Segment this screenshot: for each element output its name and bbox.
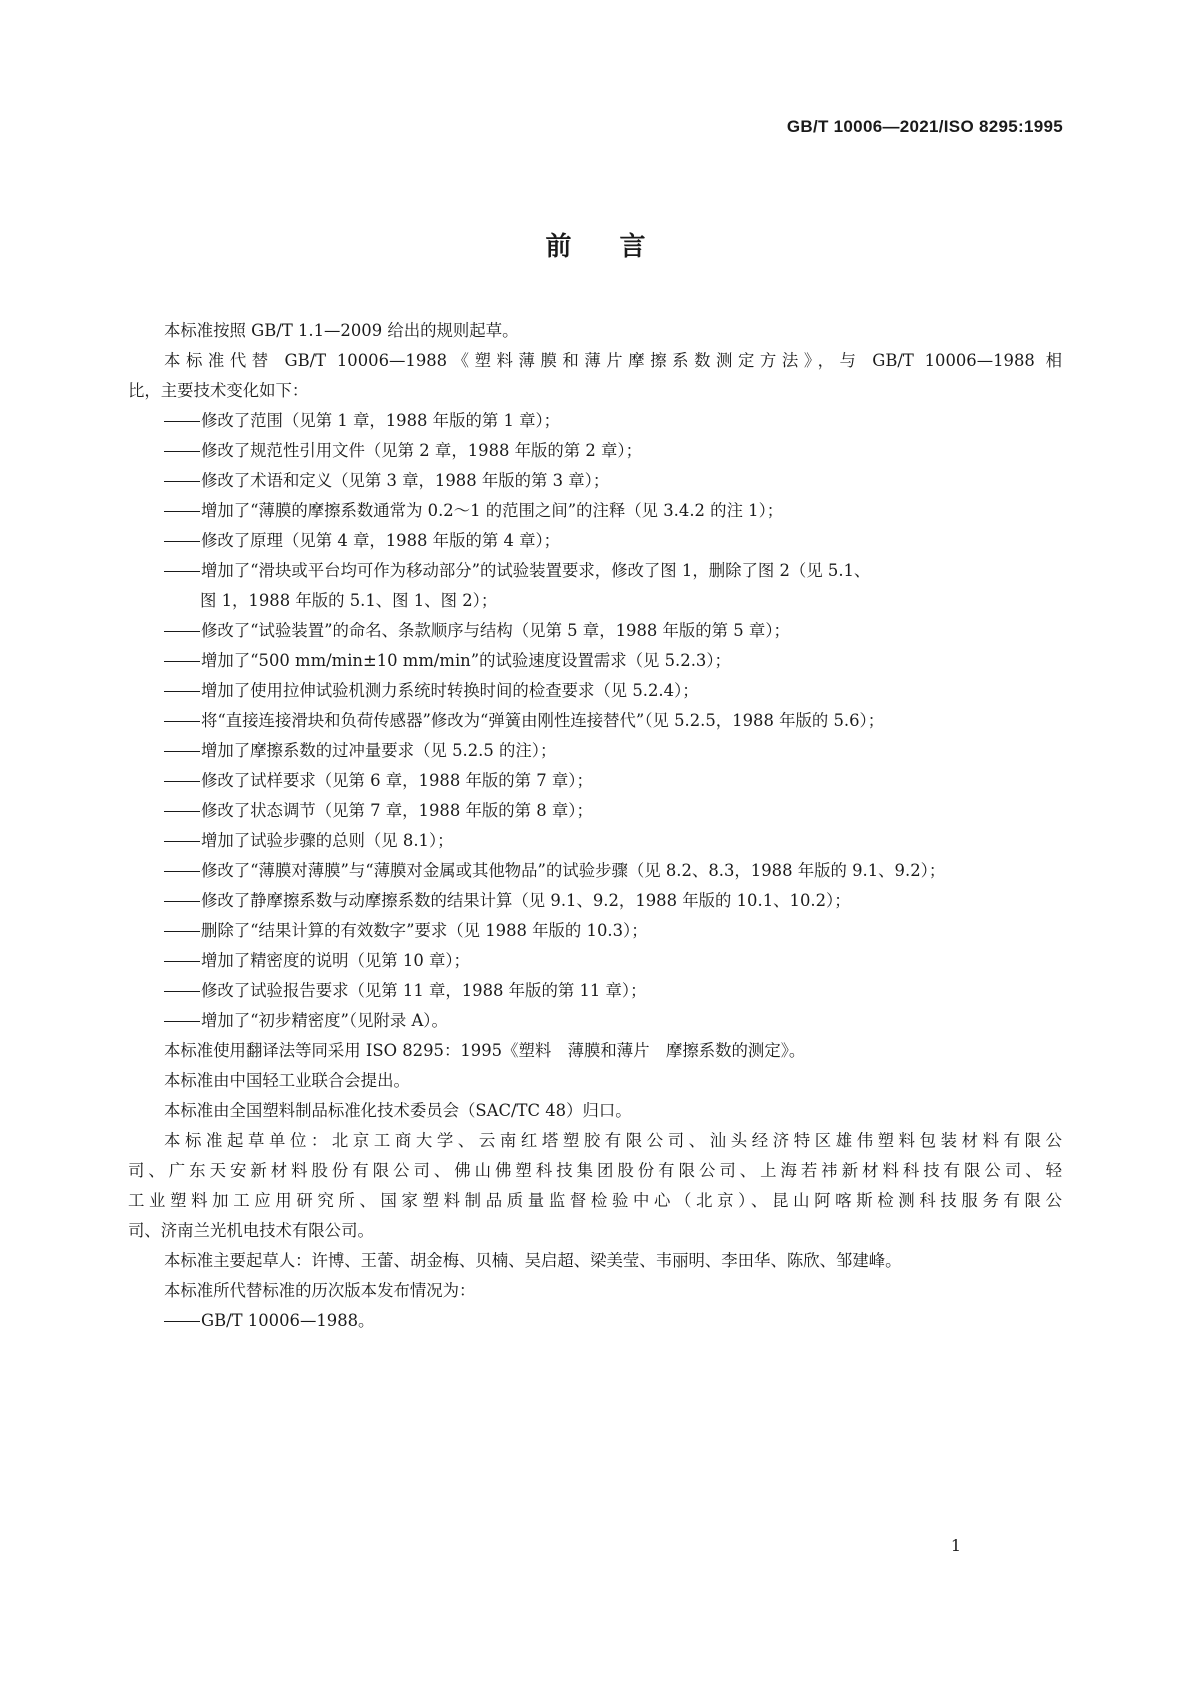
paragraph: 本标准按照 GB/T 1.1—2009 给出的规则起草。 [164,321,519,340]
change-item: 增加了“初步精密度”（见附录 A）。 [128,1006,1062,1036]
change-item: 修改了术语和定义（见第 3 章，1988 年版的第 3 章）； [128,466,1062,496]
em-dash [164,721,200,722]
paragraph: 本标准由全国塑料制品标准化技术委员会（SAC/TC 48）归口。 [164,1101,632,1120]
em-dash [164,961,200,962]
page-number: 1 [950,1536,961,1555]
em-dash [164,811,200,812]
paragraph-continuation: 比，主要技术变化如下： [128,381,309,400]
change-item: 增加了“500 mm/min±10 mm/min”的试验速度设置需求（见 5.2.3）； [128,646,1062,676]
change-item: 修改了原理（见第 4 章，1988 年版的第 4 章）； [128,526,1062,556]
em-dash [164,631,200,632]
change-item: 增加了精密度的说明（见第 10 章）； [128,946,1062,976]
change-item: 删除了“结果计算的有效数字”要求（见 1988 年版的 10.3）； [128,916,1062,946]
change-item: 增加了试验步骤的总则（见 8.1）； [128,826,1062,856]
page-title: 前言 [545,232,694,262]
paragraph-continuation: 工业塑料加工应用研究所、国家塑料制品质量监督检验中心（北京）、昆山阿喀斯检测科技服务有限公 [128,1191,1062,1210]
paragraph: 本标准起草单位：北京工商大学、云南红塔塑胶有限公司、汕头经济特区雄伟塑料包装材料有限公 [164,1131,1062,1150]
paragraph: 本标准主要起草人：许博、王蕾、胡金梅、贝楠、吴启超、梁美莹、韦丽明、李田华、陈欣、邹建峰。 [164,1251,902,1270]
em-dash [164,1021,200,1022]
paragraph-continuation: 司、济南兰光机电技术有限公司。 [128,1221,374,1240]
em-dash [164,781,200,782]
em-dash [164,1321,200,1322]
change-item: 修改了试验报告要求（见第 11 章，1988 年版的第 11 章）； [128,976,1062,1006]
change-item: 将“直接连接滑块和负荷传感器”修改为“弹簧由刚性连接替代”（见 5.2.5，1988 年版的 5.6）； [128,706,1062,736]
em-dash [164,751,200,752]
change-item: 修改了范围（见第 1 章，1988 年版的第 1 章）； [128,406,1062,436]
paragraph: 本标准使用翻译法等同采用 ISO 8295：1995《塑料 薄膜和薄片 摩擦系数的测定》。 [164,1041,806,1060]
em-dash [164,901,200,902]
em-dash [164,841,200,842]
em-dash [164,481,200,482]
change-item: 修改了状态调节（见第 7 章，1988 年版的第 8 章）； [128,796,1062,826]
em-dash [164,451,200,452]
em-dash [164,931,200,932]
paragraph: 本标准代替 GB/T 10006—1988《塑料薄膜和薄片摩擦系数测定方法》，与 GB/T 10006—1988 相 [164,351,1062,370]
em-dash [164,871,200,872]
change-item: 增加了使用拉伸试验机测力系统时转换时间的检查要求（见 5.2.4）； [128,676,1062,706]
change-item: 增加了“薄膜的摩擦系数通常为 0.2～1 的范围之间”的注释（见 3.4.2 的注 1）； [128,496,1062,526]
paragraph: 本标准所代替标准的历次版本发布情况为： [164,1281,476,1300]
standard-number: GB/T 10006—2021/ISO 8295:1995 [786,117,1063,136]
em-dash [164,661,200,662]
change-item: 增加了“滑块或平台均可作为移动部分”的试验装置要求，修改了图 1，删除了图 2（见 5.1、 [128,556,1062,586]
em-dash [164,691,200,692]
change-item: 修改了规范性引用文件（见第 2 章，1988 年版的第 2 章）； [128,436,1062,466]
em-dash [164,421,200,422]
em-dash [164,571,200,572]
change-item: 增加了摩擦系数的过冲量要求（见 5.2.5 的注）； [128,736,1062,766]
em-dash [164,541,200,542]
change-item: 修改了“薄膜对薄膜”与“薄膜对金属或其他物品”的试验步骤（见 8.2、8.3，1988 年版的 9.1、9.2）； [128,856,1062,886]
change-item: GB/T 10006—1988。 [128,1306,1062,1336]
paragraph: 本标准由中国轻工业联合会提出。 [164,1071,410,1090]
change-item: 修改了试样要求（见第 6 章，1988 年版的第 7 章）； [128,766,1062,796]
em-dash [164,511,200,512]
em-dash [164,991,200,992]
paragraph-continuation: 司、广东天安新材料股份有限公司、佛山佛塑科技集团股份有限公司、上海若祎新材料科技有限公司、轻 [128,1161,1062,1180]
change-item-continuation: 图 1，1988 年版的 5.1、图 1、图 2）； [200,591,498,610]
foreword-body [128,316,1062,1336]
change-item: 修改了静摩擦系数与动摩擦系数的结果计算（见 9.1、9.2，1988 年版的 10.1、10.2）； [128,886,1062,916]
change-item: 修改了“试验装置”的命名、条款顺序与结构（见第 5 章，1988 年版的第 5 章）； [128,616,1062,646]
